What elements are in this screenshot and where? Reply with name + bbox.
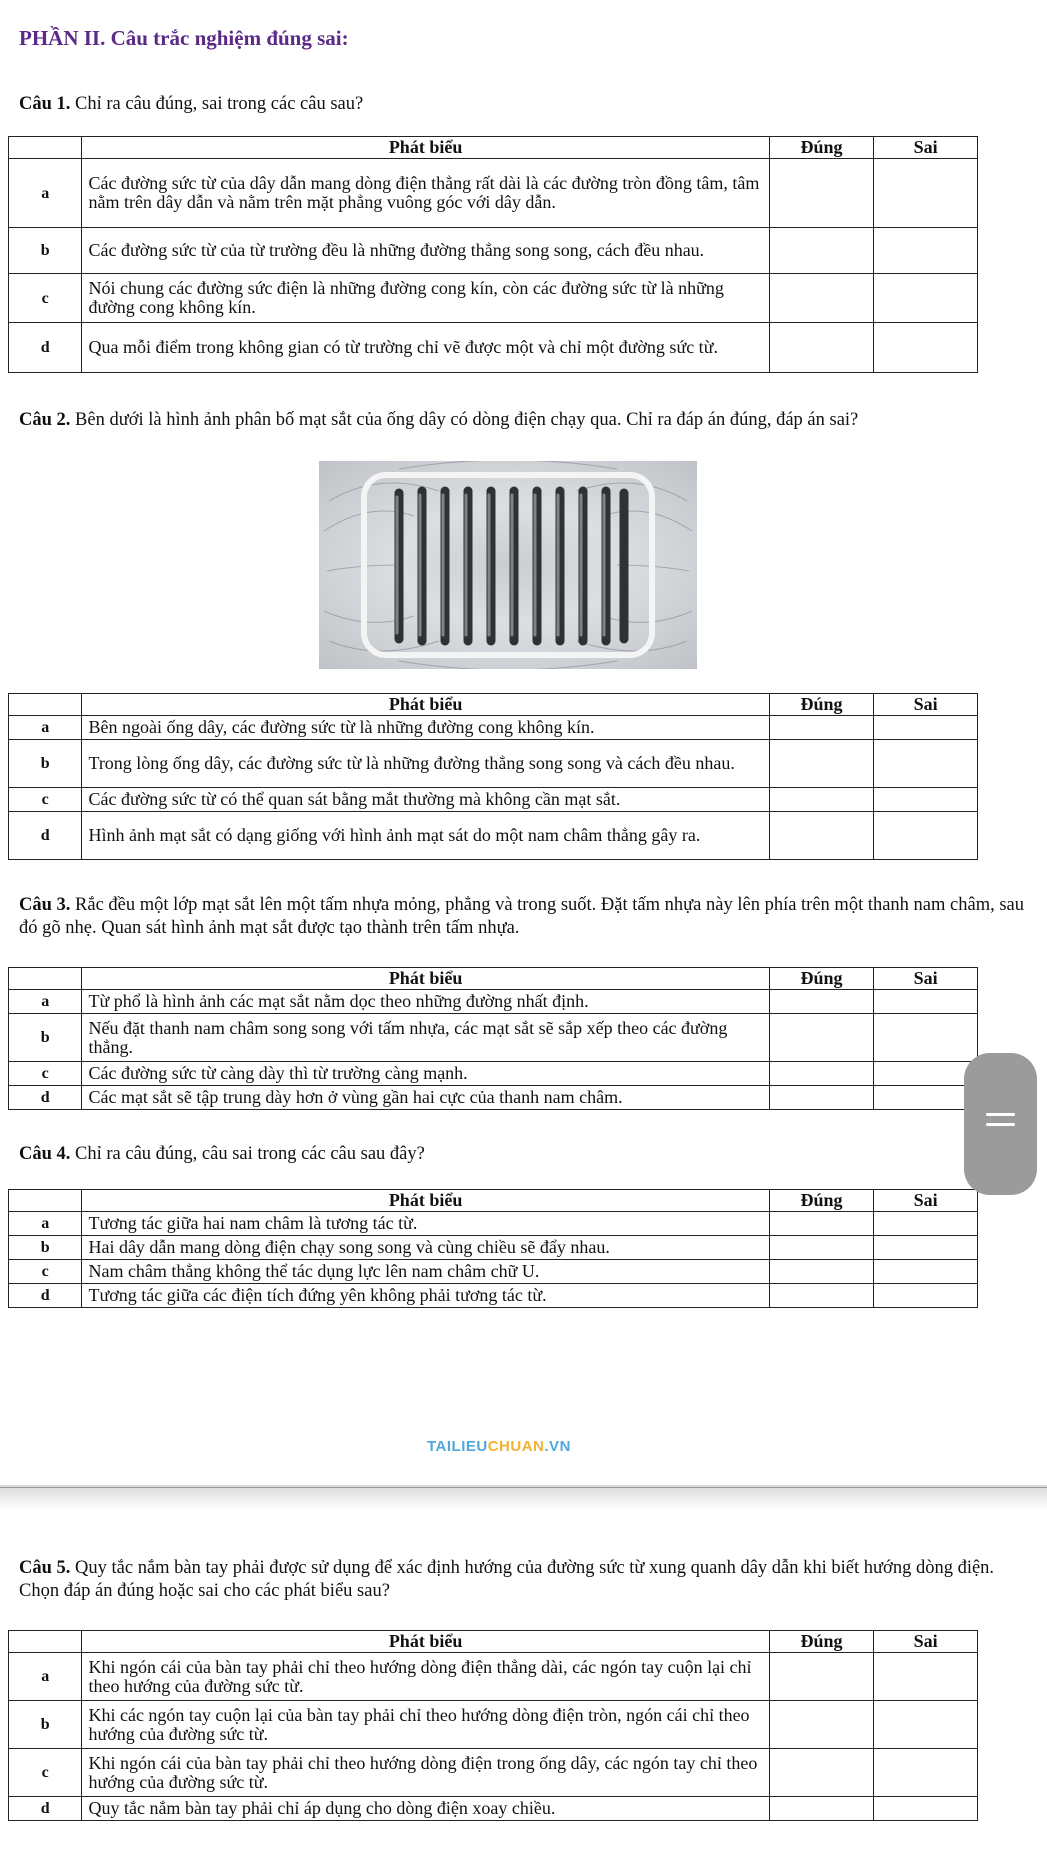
table-header-row	[9, 137, 978, 159]
table-header-row	[9, 694, 978, 716]
header-false: Sai	[874, 968, 978, 990]
row-statement: Khi ngón cái của bàn tay phải chỉ theo hướng dòng điện thẳng dài, các ngón tay cuộn lại chỉ theo hướng của đường sức từ.	[82, 1653, 769, 1701]
table-row	[9, 740, 978, 788]
true-answer-cell[interactable]	[769, 1062, 874, 1086]
row-label: c	[9, 274, 82, 323]
row-label: c	[9, 788, 82, 812]
row-label: d	[9, 1797, 82, 1821]
false-answer-cell[interactable]	[874, 323, 978, 373]
table-row	[9, 323, 978, 373]
table-row	[9, 228, 978, 274]
true-answer-cell[interactable]	[769, 274, 874, 323]
row-statement: Từ phổ là hình ảnh các mạt sắt nằm dọc theo những đường nhất định.	[82, 990, 769, 1014]
row-statement: Qua mỗi điểm trong không gian có từ trường chỉ vẽ được một và chỉ một đường sức từ.	[82, 323, 769, 373]
header-true: Đúng	[769, 968, 874, 990]
row-statement: Các đường sức từ có thể quan sát bằng mắt thường mà không cần mạt sắt.	[82, 788, 769, 812]
question-1-label: Câu 1.	[19, 94, 71, 114]
question-3-text: Rắc đều một lớp mạt sắt lên một tấm nhựa mỏng, phẳng và trong suốt. Đặt tấm nhựa này lên phía trên một thanh nam châm, sau đó gõ nhẹ. Quan sát hình ảnh mạt sắt được tạo thành trên tấm nhựa.	[19, 895, 1025, 938]
row-statement: Tương tác giữa hai nam châm là tương tác từ.	[82, 1212, 769, 1236]
table-row	[9, 1653, 978, 1701]
question-1-text: Chỉ ra câu đúng, sai trong các câu sau?	[75, 94, 364, 114]
question-2-table	[8, 693, 978, 860]
true-answer-cell[interactable]	[769, 1653, 874, 1701]
true-answer-cell[interactable]	[769, 323, 874, 373]
table-row	[9, 159, 978, 228]
true-answer-cell[interactable]	[769, 1749, 874, 1797]
question-4	[19, 1143, 919, 1166]
false-answer-cell[interactable]	[874, 812, 978, 860]
row-label: d	[9, 323, 82, 373]
question-5-label: Câu 5.	[19, 1558, 71, 1578]
row-statement: Nếu đặt thanh nam châm song song với tấm nhựa, các mạt sắt sẽ sắp xếp theo các đường thẳng.	[82, 1014, 769, 1062]
true-answer-cell[interactable]	[769, 1284, 874, 1308]
row-statement: Nói chung các đường sức điện là những đường cong kín, còn các đường sức từ là những đường cong không kín.	[82, 274, 769, 323]
question-3-table	[8, 967, 978, 1110]
row-statement: Khi ngón cái của bàn tay phải chỉ theo hướng dòng điện trong ống dây, các ngón tay chỉ theo hướng của đường sức từ.	[82, 1749, 769, 1797]
false-answer-cell[interactable]	[874, 1086, 978, 1110]
true-answer-cell[interactable]	[769, 228, 874, 274]
question-2-label: Câu 2.	[19, 410, 71, 430]
true-answer-cell[interactable]	[769, 1260, 874, 1284]
true-answer-cell[interactable]	[769, 1236, 874, 1260]
true-answer-cell[interactable]	[769, 788, 874, 812]
row-label: b	[9, 1014, 82, 1062]
row-label: c	[9, 1749, 82, 1797]
table-row	[9, 1212, 978, 1236]
header-statement: Phát biểu	[82, 137, 769, 159]
watermark-part-2: CHUAN	[487, 1438, 545, 1455]
row-label: d	[9, 812, 82, 860]
false-answer-cell[interactable]	[874, 1749, 978, 1797]
row-label: a	[9, 716, 82, 740]
question-2	[19, 409, 1029, 432]
false-answer-cell[interactable]	[874, 228, 978, 274]
row-label: a	[9, 159, 82, 228]
header-true: Đúng	[769, 694, 874, 716]
table-header-row	[9, 1190, 978, 1212]
false-answer-cell[interactable]	[874, 1014, 978, 1062]
table-row	[9, 716, 978, 740]
question-5	[19, 1557, 1019, 1603]
table-row	[9, 1260, 978, 1284]
false-answer-cell[interactable]	[874, 1653, 978, 1701]
question-4-text: Chỉ ra câu đúng, câu sai trong các câu sau đây?	[75, 1144, 425, 1164]
table-row	[9, 788, 978, 812]
section-title: PHẦN II. Câu trắc nghiệm đúng sai:	[19, 26, 349, 50]
grip-line-icon	[986, 1123, 1015, 1126]
false-answer-cell[interactable]	[874, 740, 978, 788]
row-statement: Các mạt sắt sẽ tập trung dày hơn ở vùng gần hai cực của thanh nam châm.	[82, 1086, 769, 1110]
grip-line-icon	[986, 1113, 1015, 1116]
header-true: Đúng	[769, 1631, 874, 1653]
true-answer-cell[interactable]	[769, 159, 874, 228]
table-row	[9, 1062, 978, 1086]
false-answer-cell[interactable]	[874, 274, 978, 323]
true-answer-cell[interactable]	[769, 1797, 874, 1821]
solenoid-iron-filings-image	[319, 461, 697, 669]
true-answer-cell[interactable]	[769, 1014, 874, 1062]
true-answer-cell[interactable]	[769, 716, 874, 740]
row-label: d	[9, 1086, 82, 1110]
row-statement: Hai dây dẫn mang dòng điện chạy song song và cùng chiều sẽ đẩy nhau.	[82, 1236, 769, 1260]
table-row	[9, 990, 978, 1014]
row-statement: Nam châm thẳng không thể tác dụng lực lên nam châm chữ U.	[82, 1260, 769, 1284]
table-row	[9, 1797, 978, 1821]
table-row	[9, 1284, 978, 1308]
row-statement: Quy tắc nắm bàn tay phải chỉ áp dụng cho dòng điện xoay chiều.	[82, 1797, 769, 1821]
row-label: b	[9, 740, 82, 788]
row-statement: Khi các ngón tay cuộn lại của bàn tay phải chỉ theo hướng dòng điện tròn, ngón cái chỉ theo hướng của đường sức từ.	[82, 1701, 769, 1749]
row-label: a	[9, 1653, 82, 1701]
table-header-row	[9, 1631, 978, 1653]
false-answer-cell[interactable]	[874, 1797, 978, 1821]
question-1	[19, 93, 1029, 116]
table-row	[9, 1014, 978, 1062]
false-answer-cell[interactable]	[874, 990, 978, 1014]
row-label: b	[9, 228, 82, 274]
row-statement: Các đường sức từ của dây dẫn mang dòng điện thẳng rất dài là các đường tròn đồng tâm, tâm nằm trên dây dẫn và nằm trên mặt phẳng vuông góc với dây dẫn.	[82, 159, 769, 228]
false-answer-cell[interactable]	[874, 716, 978, 740]
true-answer-cell[interactable]	[769, 990, 874, 1014]
watermark-logo	[427, 1438, 571, 1455]
page-separator	[0, 1485, 1047, 1509]
question-5-table	[8, 1630, 978, 1821]
true-answer-cell[interactable]	[769, 1086, 874, 1110]
header-false: Sai	[874, 1631, 978, 1653]
question-3-label: Câu 3.	[19, 895, 71, 915]
row-label: a	[9, 990, 82, 1014]
true-answer-cell[interactable]	[769, 1701, 874, 1749]
false-answer-cell[interactable]	[874, 1284, 978, 1308]
row-label: c	[9, 1062, 82, 1086]
row-statement: Bên ngoài ống dây, các đường sức từ là những đường cong không kín.	[82, 716, 769, 740]
header-false: Sai	[874, 137, 978, 159]
question-5-text: Quy tắc nắm bàn tay phải được sử dụng để xác định hướng của đường sức từ xung quanh dây dẫn khi biết hướng dòng điện. Chọn đáp án đúng hoặc sai cho các phát biểu sau?	[19, 1558, 995, 1601]
table-row	[9, 1236, 978, 1260]
watermark-part-3: .VN	[544, 1438, 571, 1455]
row-label: c	[9, 1260, 82, 1284]
true-answer-cell[interactable]	[769, 740, 874, 788]
row-label: b	[9, 1236, 82, 1260]
true-answer-cell[interactable]	[769, 812, 874, 860]
header-false: Sai	[874, 1190, 978, 1212]
row-statement: Các đường sức từ của từ trường đều là những đường thẳng song song, cách đều nhau.	[82, 228, 769, 274]
table-row	[9, 1749, 978, 1797]
row-label: b	[9, 1701, 82, 1749]
table-header-row	[9, 968, 978, 990]
header-statement: Phát biểu	[82, 1631, 769, 1653]
false-answer-cell[interactable]	[874, 159, 978, 228]
false-answer-cell[interactable]	[874, 788, 978, 812]
table-row	[9, 812, 978, 860]
header-true: Đúng	[769, 137, 874, 159]
header-statement: Phát biểu	[82, 1190, 769, 1212]
watermark-part-1: TAILIEU	[427, 1438, 488, 1455]
question-3	[19, 894, 1029, 940]
header-true: Đúng	[769, 1190, 874, 1212]
false-answer-cell[interactable]	[874, 1212, 978, 1236]
table-row	[9, 1086, 978, 1110]
question-2-text: Bên dưới là hình ảnh phân bố mạt sắt của ống dây có dòng điện chạy qua. Chỉ ra đáp án đúng, đáp án sai?	[75, 410, 859, 430]
row-statement: Tương tác giữa các điện tích đứng yên không phải tương tác từ.	[82, 1284, 769, 1308]
header-statement: Phát biểu	[82, 694, 769, 716]
header-false: Sai	[874, 694, 978, 716]
header-statement: Phát biểu	[82, 968, 769, 990]
table-row	[9, 274, 978, 323]
false-answer-cell[interactable]	[874, 1062, 978, 1086]
false-answer-cell[interactable]	[874, 1701, 978, 1749]
page-separator-line	[0, 1487, 1047, 1488]
row-label: a	[9, 1212, 82, 1236]
row-label: d	[9, 1284, 82, 1308]
row-statement: Hình ảnh mạt sắt có dạng giống với hình ảnh mạt sát do một nam châm thẳng gây ra.	[82, 812, 769, 860]
false-answer-cell[interactable]	[874, 1260, 978, 1284]
true-answer-cell[interactable]	[769, 1212, 874, 1236]
false-answer-cell[interactable]	[874, 1236, 978, 1260]
question-4-table	[8, 1189, 978, 1308]
table-row	[9, 1701, 978, 1749]
row-statement: Các đường sức từ càng dày thì từ trường càng mạnh.	[82, 1062, 769, 1086]
question-1-table	[8, 136, 978, 373]
scroll-handle-icon[interactable]	[964, 1053, 1037, 1195]
question-4-label: Câu 4.	[19, 1144, 71, 1164]
row-statement: Trong lòng ống dây, các đường sức từ là những đường thẳng song song và cách đều nhau.	[82, 740, 769, 788]
